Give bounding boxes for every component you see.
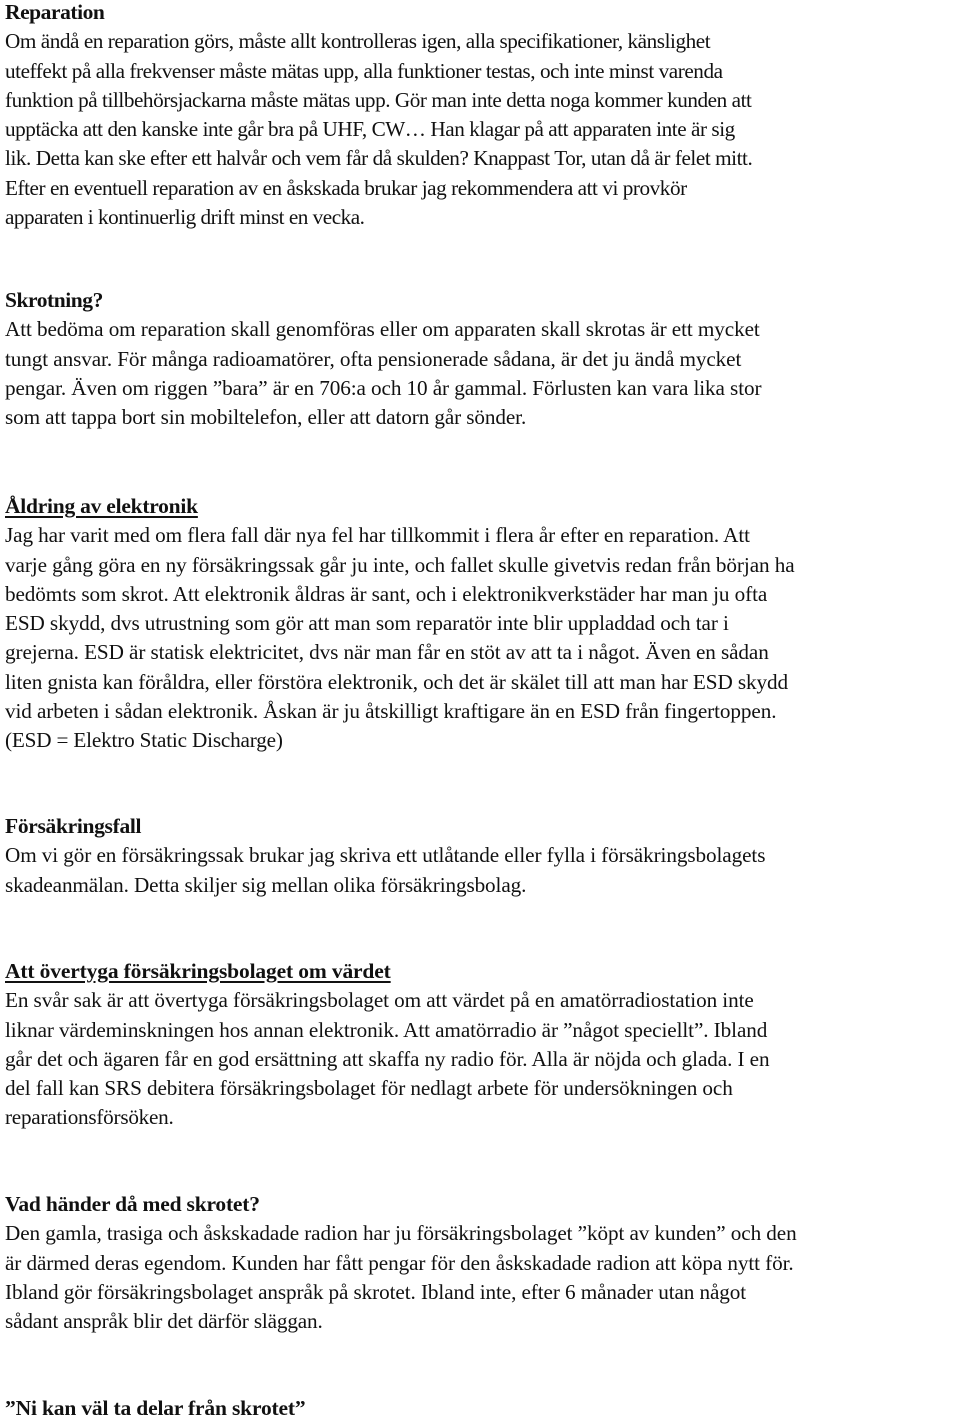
paragraph-line: tungt ansvar. För många radioamatörer, ofta pensionerade sådana, är det ju ändå mycket (5, 346, 742, 371)
paragraph-line: Ibland gör försäkringsbolaget anspråk på skrotet. Ibland inte, efter 6 månader utan något (5, 1279, 747, 1304)
paragraph-line: går det och ägaren får en god ersättning att skaffa ny radio för. Alla är nöjda och glada. I en (5, 1046, 770, 1071)
paragraph-line: är därmed deras egendom. Kunden har fått pengar för den åskskadade radion att köpa nytt för. (5, 1250, 794, 1275)
section-heading: Försäkringsfall (5, 814, 142, 838)
section-aldring (5, 492, 959, 756)
paragraph-line: apparaten i kontinuerlig drift minst en vecka. (5, 205, 365, 230)
paragraph-line: del fall kan SRS debitera försäkringsbolaget för nedlagt arbete för undersökningen och (5, 1076, 733, 1101)
paragraph-line: pengar. Även om riggen ”bara” är en 706:a och 10 år gammal. Förlusten kan vara lika stor (5, 375, 762, 400)
section-heading: Skrotning? (5, 288, 103, 312)
section-heading: Att övertyga försäkringsbolaget om värdet (5, 959, 391, 983)
section-reparation (5, 0, 959, 232)
paragraph-line: Den gamla, trasiga och åskskadade radion har ju försäkringsbolaget ”köpt av kunden” och den (5, 1221, 797, 1246)
paragraph-line: Om ändå en reparation görs, måste allt kontrolleras igen, alla specifikationer, känslighet (5, 29, 711, 54)
section-heading: Reparation (5, 0, 105, 24)
paragraph-line: Jag har varit med om flera fall där nya fel har tillkommit i flera år efter en reparation. Att (5, 523, 750, 548)
paragraph-line: ESD skydd, dvs utrustning som gör att man som reparatör inte blir uppladdad och tar i (5, 611, 729, 636)
paragraph-line: bedömts som skrot. Att elektronik åldras är sant, och i elektronikverkstäder har man ju ofta (5, 581, 768, 606)
paragraph-line: Efter en eventuell reparation av en åskskada brukar jag rekommendera att vi provkör (5, 175, 687, 200)
paragraph-line: Om vi gör en försäkringssak brukar jag skriva ett utlåtande eller fylla i försäkringsbolagets (5, 843, 766, 868)
section-forsakringsfall (5, 812, 959, 900)
paragraph-line: lik. Detta kan ske efter ett halvår och vem får då skulden? Knappast Tor, utan då är felet mitt. (5, 146, 753, 171)
paragraph-line: En svår sak är att övertyga försäkringsbolaget om att värdet på en amatörradiostation inte (5, 988, 754, 1013)
paragraph-line: liknar värdeminskningen hos annan elektronik. Att amatörradio är ”något speciellt”. Ibland (5, 1017, 768, 1042)
paragraph-line: Att bedöma om reparation skall genomföras eller om apparaten skall skrotas är ett mycket (5, 317, 760, 342)
paragraph-line: reparationsförsöken. (5, 1105, 174, 1130)
section-delar-fran-skrotet (5, 1394, 959, 1423)
paragraph-line: uteffekt på alla frekvenser måste mätas upp, alla funktioner testas, och inte minst varenda (5, 58, 723, 83)
section-vad-hander (5, 1190, 959, 1336)
paragraph-line: grejerna. ESD är statisk elektricitet, dvs när man får en stöt av att ta i något. Även en sådan (5, 640, 769, 665)
section-heading: Vad händer då med skrotet? (5, 1192, 260, 1216)
section-skrotning (5, 286, 959, 432)
section-overtyga (5, 957, 959, 1133)
paragraph-line: skadeanmälan. Detta skiljer sig mellan olika försäkringsbolag. (5, 872, 527, 897)
paragraph-line: varje gång göra en ny försäkringssak går ju inte, och fallet skulle givetvis redan från början ha (5, 552, 795, 577)
section-heading: ”Ni kan väl ta delar från skrotet” (5, 1396, 306, 1420)
paragraph-line: (ESD = Elektro Static Discharge) (5, 728, 283, 753)
paragraph-line: vid arbeten i sådan elektronik. Åskan är ju åtskilligt kraftigare än en ESD från fingertoppen. (5, 699, 777, 724)
paragraph-line: upptäcka att den kanske inte går bra på UHF, CW… Han klagar på att apparaten inte är sig (5, 117, 735, 142)
paragraph-line: som att tappa bort sin mobiltelefon, eller att datorn går sönder. (5, 405, 527, 430)
paragraph-line: funktion på tillbehörsjackarna måste mätas upp. Gör man inte detta noga kommer kunden att (5, 87, 752, 112)
paragraph-line: liten gnista kan föråldra, eller förstöra elektronik, och det är skälet till att man har ESD skydd (5, 669, 789, 694)
section-heading: Åldring av elektronik (5, 494, 198, 518)
paragraph-line: sådant anspråk blir det därför släggan. (5, 1309, 323, 1334)
